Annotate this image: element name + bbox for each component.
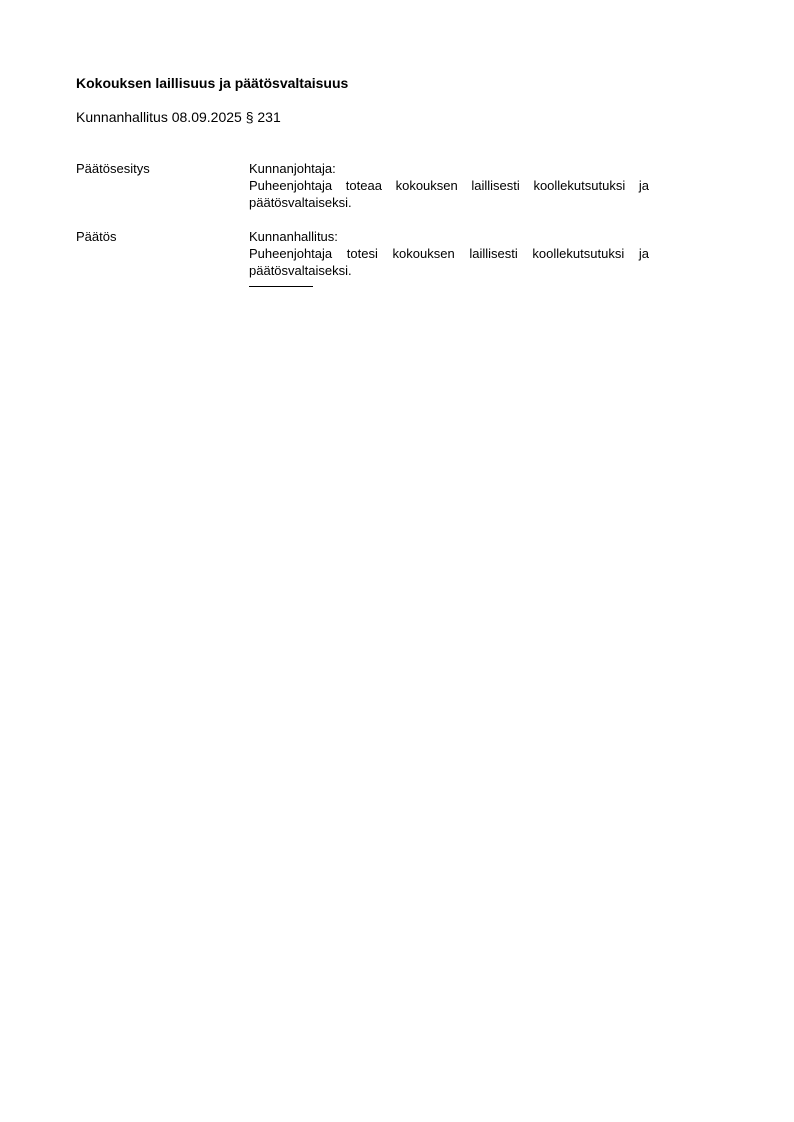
end-rule [249,286,313,287]
document-title: Kokouksen laillisuus ja päätösvaltaisuus [76,75,349,91]
decision-body [249,228,649,287]
decision-label: Päätös [76,229,117,244]
meeting-reference: Kunnanhallitus 08.09.2025 § 231 [76,109,281,125]
decision-author: Kunnanhallitus: [249,229,338,244]
proposal-text: Puheenjohtaja toteaa kokouksen laillisesti koollekutsutuksi ja päätösvaltaiseksi. [249,178,649,210]
proposal-body [249,160,649,211]
proposal-label: Päätösesitys [76,161,150,176]
decision-text: Puheenjohtaja totesi kokouksen laillisesti koollekutsutuksi ja päätösvaltaiseksi. [249,246,649,278]
proposal-author: Kunnanjohtaja: [249,161,336,176]
